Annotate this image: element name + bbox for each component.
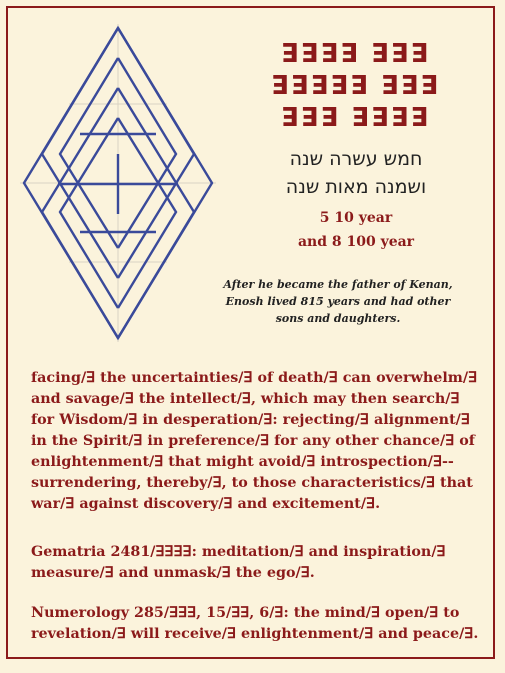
gematria-paragraph: Gematria 2481/ꓱꓱꓱꓱ: meditation/ꓱ and inspiration/ꓱ measure/ꓱ and unmask/ꓱ the ego/ꓱ.	[31, 544, 446, 581]
literal-translation-line: and 8 100 year	[297, 234, 415, 250]
paleo-line: ꓱꓱꓱꓱ ꓱꓱꓱ	[281, 39, 431, 69]
literal-translation-line: 5 10 year	[319, 210, 393, 226]
hebrew-line: ושמנה מאות שנה	[285, 176, 427, 198]
verse-translation: After he became the father of Kenan, Enosh lived 815 years and had other sons and daughters.	[223, 278, 453, 325]
diamond-lattice-figure	[20, 24, 216, 342]
paleo-line: ꓱꓱꓱ ꓱꓱꓱꓱ	[281, 103, 431, 133]
interpretation-paragraph: facing/ꓱ the uncertainties/ꓱ of death/ꓱ can overwhelm/ꓱ and savage/ꓱ the intellect/ꓱ, which may then search/ꓱ for Wisdom/ꓱ in desperation/ꓱ: rejecting/ꓱ alignment/ꓱ in the Spirit/ꓱ in preference/ꓱ for any other chance/ꓱ of enlightenment/ꓱ that might avoid/ꓱ introspection/ꓱ-- surrendering, thereby/ꓱ, to those characteristics/ꓱ that war/ꓱ against discovery/ꓱ and excitement/ꓱ.	[31, 370, 478, 512]
numerology-paragraph: Numerology 285/ꓱꓱꓱ, 15/ꓱꓱ, 6/ꓱ: the mind/ꓱ open/ꓱ to revelation/ꓱ will receive/ꓱ enlightenment/ꓱ and peace/ꓱ.	[31, 605, 479, 642]
paleo-line: ꓱꓱꓱꓱꓱ ꓱꓱꓱ	[271, 71, 441, 101]
hebrew-line: חמש עשרה שנה	[289, 148, 423, 170]
